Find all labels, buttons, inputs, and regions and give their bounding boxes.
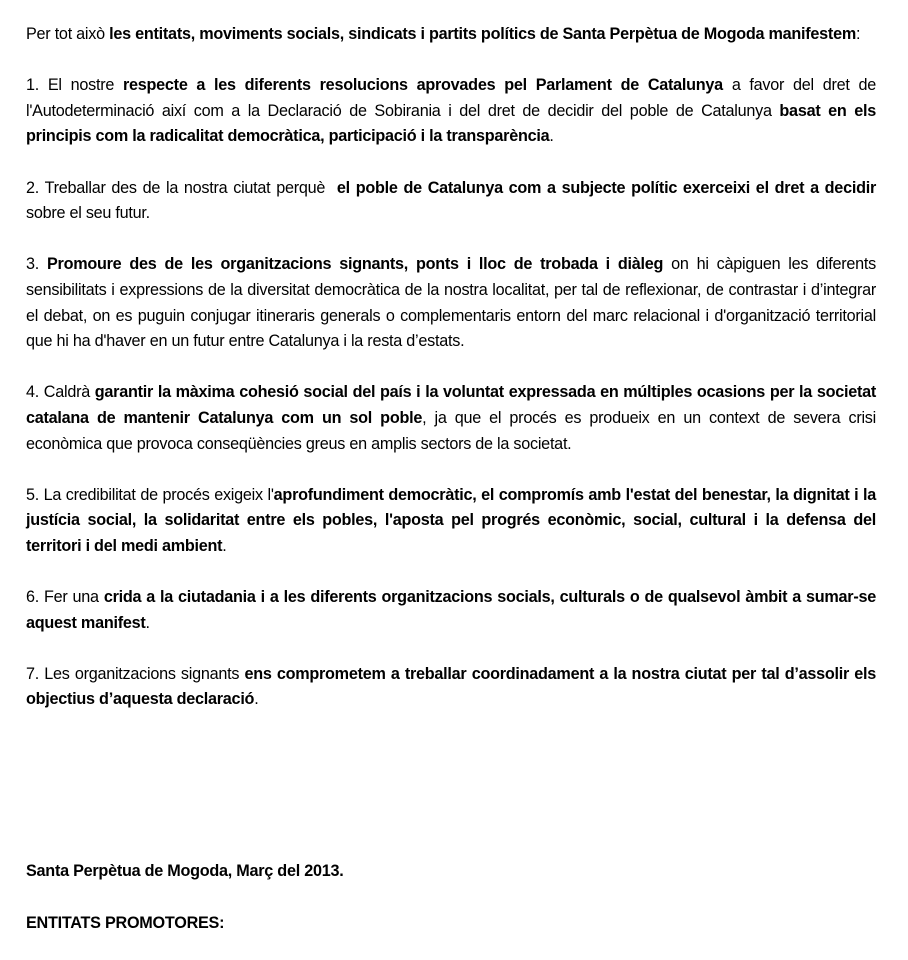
text-run: a favor del dret de l'Autodeterminació així com a la Declaració de Sobirania i del dret de decidir del poble de Catalunya bbox=[26, 76, 876, 120]
text-run: . bbox=[222, 536, 227, 555]
bold-run: basat en els principis com la radicalitat democràtica, participació i la transparència bbox=[26, 101, 876, 146]
point-number: 4. bbox=[26, 383, 44, 402]
promoters-heading: ENTITATS PROMOTORES: bbox=[26, 914, 225, 932]
point-number: 1. bbox=[26, 76, 48, 95]
point-number: 2. bbox=[26, 178, 45, 197]
bold-run: el poble de Catalunya com a subjecte polític exerceixi el dret a decidir bbox=[336, 178, 876, 197]
text-run: El nostre bbox=[47, 76, 123, 95]
text-run: . bbox=[145, 613, 150, 632]
bold-run: Promoure des de les organitzacions signants, ponts i lloc de trobada i diàleg bbox=[46, 255, 664, 274]
point-7 bbox=[26, 662, 876, 713]
bold-run: respecte a les diferents resolucions aprovades pel Parlament de Catalunya bbox=[122, 76, 723, 95]
text-run: sobre el seu futur. bbox=[26, 204, 150, 223]
text-run: . bbox=[254, 690, 259, 709]
point-4 bbox=[26, 380, 876, 457]
text-run: on hi càpiguen les diferents sensibilitats i expressions de la diversitat democràtica de la nostra localitat, per tal de reflexionar, de contrastar i d’integrar el debat, on es puguin conjugar itineraris generals o complementaris entorn del marc relacional i d'organització territorial que hi ha d'haver en un futur entre Catalunya i la resta d’estats. bbox=[26, 255, 877, 351]
intro-bold: les entitats, moviments socials, sindicats i partits polítics de Santa Perpètua de Mogoda manifestem bbox=[109, 25, 856, 43]
point-number: 7. bbox=[26, 664, 45, 683]
point-5 bbox=[26, 483, 876, 560]
bold-run: aprofundiment democràtic, el compromís amb l'estat del benestar, la dignitat i la justícia social, la solidaritat entre els pobles, l'aposta pel progrés econòmic, social, cultural i la defensa del territori i del medi ambient bbox=[26, 485, 876, 555]
text-run: Treballar des de la nostra ciutat perquè bbox=[44, 178, 337, 197]
intro-tail: : bbox=[855, 25, 861, 43]
text-run: Fer una bbox=[44, 588, 104, 607]
text-run: Les organitzacions signants bbox=[44, 664, 245, 683]
intro-plain: Per tot això bbox=[26, 25, 110, 43]
place-and-date: Santa Perpètua de Mogoda, Març del 2013. bbox=[26, 862, 344, 880]
text-run: . bbox=[549, 127, 554, 146]
bold-run: ens comprometem a treballar coordinadament a la nostra ciutat per tal d’assolir els objectius d’aquesta declaració bbox=[26, 664, 877, 709]
point-number: 6. bbox=[26, 588, 45, 607]
manifesto-body bbox=[26, 22, 876, 713]
text-run: , ja que el procés es produeix en un context de severa crisi econòmica que provoca conseqüències greus en amplis sectors de la societat. bbox=[26, 408, 876, 453]
text-run: La credibilitat de procés exigeix l' bbox=[43, 485, 274, 504]
bold-run: garantir la màxima cohesió social del país i la voluntat expressada en múltiples ocasions per la societat catalana de mantenir Catalunya com un sol poble bbox=[26, 383, 877, 427]
point-2 bbox=[26, 176, 876, 227]
point-number: 3. bbox=[26, 255, 47, 274]
point-number: 5. bbox=[26, 485, 44, 504]
bold-run: crida a la ciutadania i a les diferents organitzacions socials, culturals o de qualsevol àmbit a sumar-se aquest manifest bbox=[26, 588, 876, 632]
text-run: Caldrà bbox=[43, 383, 95, 402]
point-3 bbox=[26, 252, 876, 354]
point-1 bbox=[26, 73, 876, 150]
point-6 bbox=[26, 585, 876, 636]
intro-paragraph bbox=[26, 22, 876, 48]
